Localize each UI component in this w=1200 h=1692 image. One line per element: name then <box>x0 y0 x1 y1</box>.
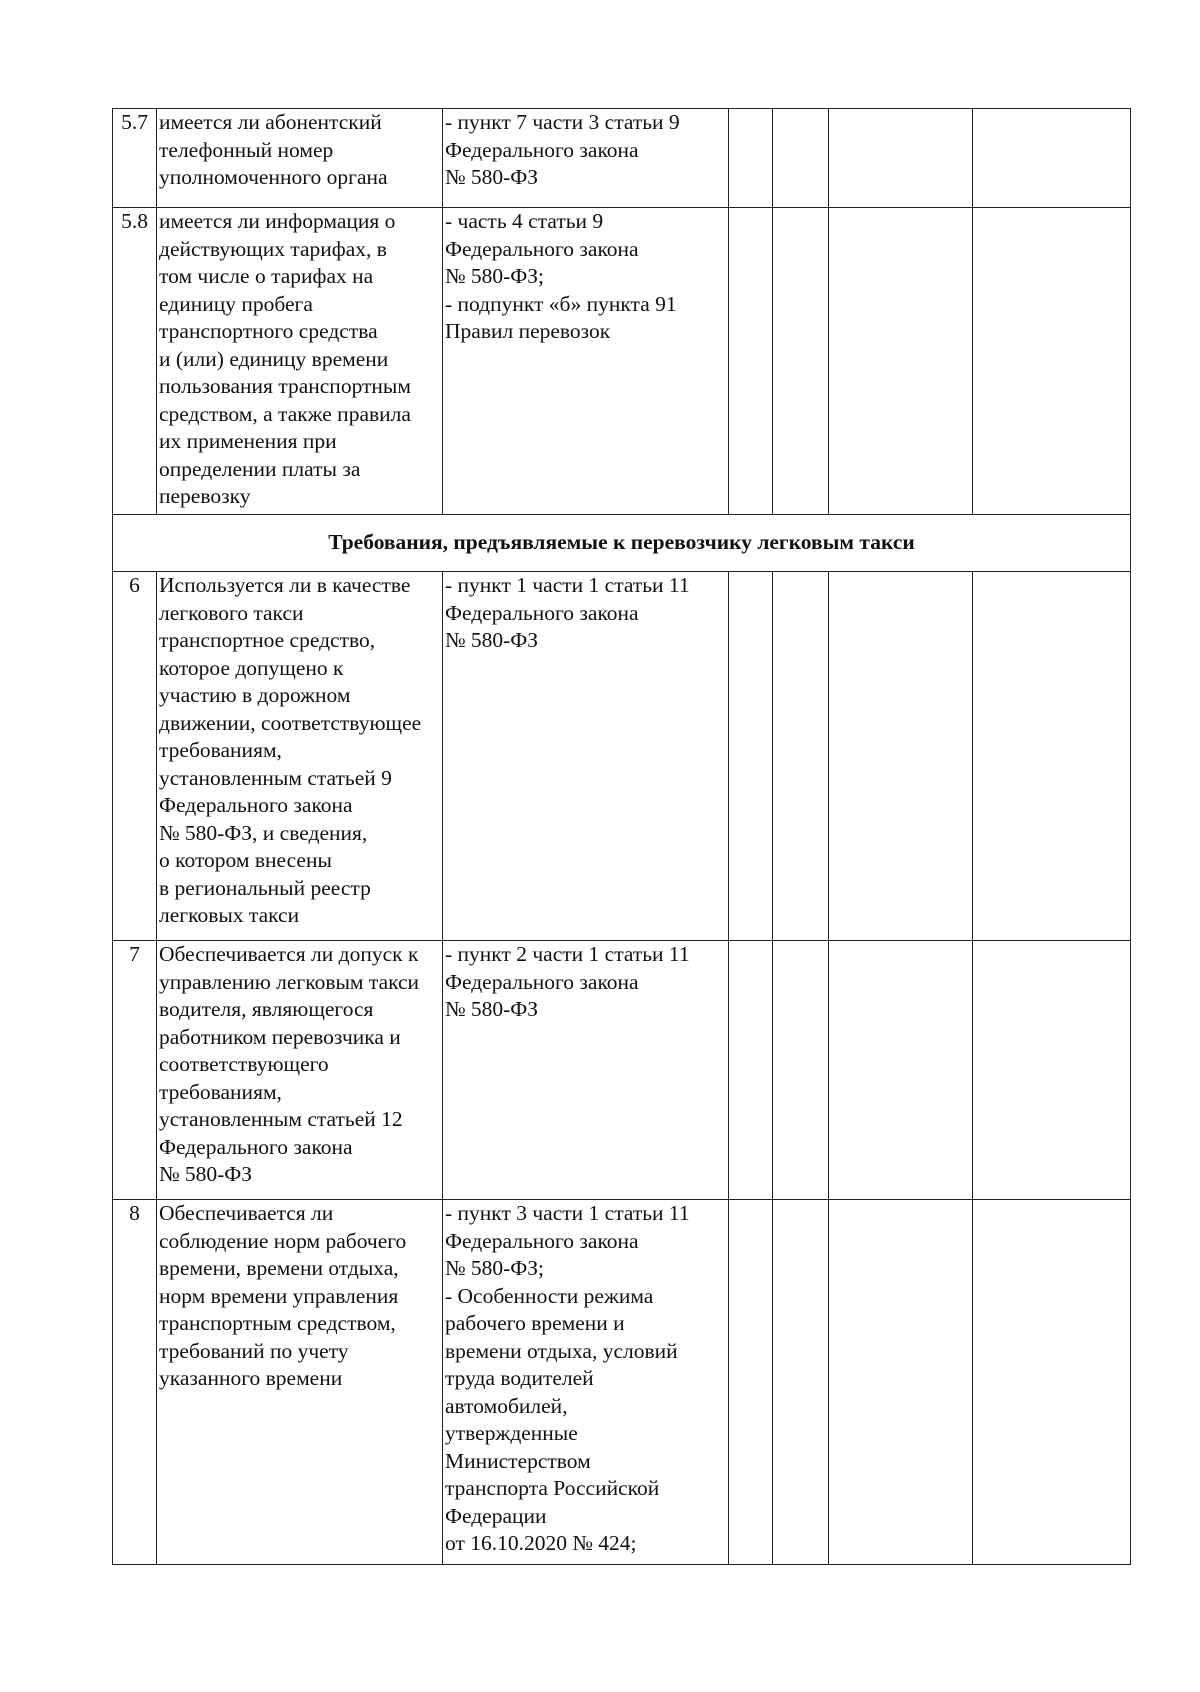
row-number: 8 <box>113 1200 157 1565</box>
not-applicable-cell <box>829 208 973 515</box>
table-row <box>113 572 1131 941</box>
row-number: 7 <box>113 941 157 1200</box>
not-applicable-cell <box>829 109 973 208</box>
answer-no-cell <box>773 941 829 1200</box>
legal-reference-cell: - пункт 7 части 3 статьи 9 Федерального закона № 580-ФЗ <box>443 109 729 208</box>
table-row <box>113 208 1131 515</box>
answer-no-cell <box>773 109 829 208</box>
question-cell: имеется ли информация о действующих тарифах, в том числе о тарифах на единицу пробега транспортного средства и (или) единицу времени пользования транспортным средством, а также правила их применения при определении платы за перевозку <box>157 208 443 515</box>
question-cell: Обеспечивается ли соблюдение норм рабочего времени, времени отдыха, норм времени управления транспортным средством, требований по учету указанного времени <box>157 1200 443 1565</box>
answer-no-cell <box>773 208 829 515</box>
table-row <box>113 941 1131 1200</box>
table-row <box>113 1200 1131 1565</box>
checklist-table <box>112 108 1131 1565</box>
not-applicable-cell <box>829 1200 973 1565</box>
not-applicable-cell <box>829 572 973 941</box>
row-number: 5.7 <box>113 109 157 208</box>
note-cell <box>973 208 1131 515</box>
question-cell: Обеспечивается ли допуск к управлению легковым такси водителя, являющегося работником перевозчика и соответствующего требованиям, установленным статьей 12 Федерального закона № 580-ФЗ <box>157 941 443 1200</box>
note-cell <box>973 109 1131 208</box>
answer-yes-cell <box>729 572 773 941</box>
answer-no-cell <box>773 1200 829 1565</box>
table-row <box>113 109 1131 208</box>
answer-yes-cell <box>729 208 773 515</box>
section-title: Требования, предъявляемые к перевозчику легковым такси <box>113 515 1131 572</box>
legal-reference-cell: - пункт 1 части 1 статьи 11 Федерального закона № 580-ФЗ <box>443 572 729 941</box>
answer-yes-cell <box>729 109 773 208</box>
question-cell: Используется ли в качестве легкового такси транспортное средство, которое допущено к участию в дорожном движении, соответствующее требованиям, установленным статьей 9 Федерального закона № 580-ФЗ, и сведения, о котором внесены в региональный реестр легковых такси <box>157 572 443 941</box>
note-cell <box>973 941 1131 1200</box>
answer-yes-cell <box>729 1200 773 1565</box>
row-number: 5.8 <box>113 208 157 515</box>
note-cell <box>973 1200 1131 1565</box>
row-number: 6 <box>113 572 157 941</box>
legal-reference-cell: - пункт 2 части 1 статьи 11 Федерального закона № 580-ФЗ <box>443 941 729 1200</box>
legal-reference-cell: - часть 4 статьи 9 Федерального закона № 580-ФЗ; - подпункт «б» пункта 91 Правил перевозок <box>443 208 729 515</box>
note-cell <box>973 572 1131 941</box>
legal-reference-cell: - пункт 3 части 1 статьи 11 Федерального закона № 580-ФЗ; - Особенности режима рабочего времени и времени отдыха, условий труда водителей автомобилей, утвержденные Министерством транспорта Российской Федерации от 16.10.2020 № 424; <box>443 1200 729 1565</box>
question-cell: имеется ли абонентский телефонный номер уполномоченного органа <box>157 109 443 208</box>
answer-yes-cell <box>729 941 773 1200</box>
section-header-row <box>113 515 1131 572</box>
not-applicable-cell <box>829 941 973 1200</box>
answer-no-cell <box>773 572 829 941</box>
